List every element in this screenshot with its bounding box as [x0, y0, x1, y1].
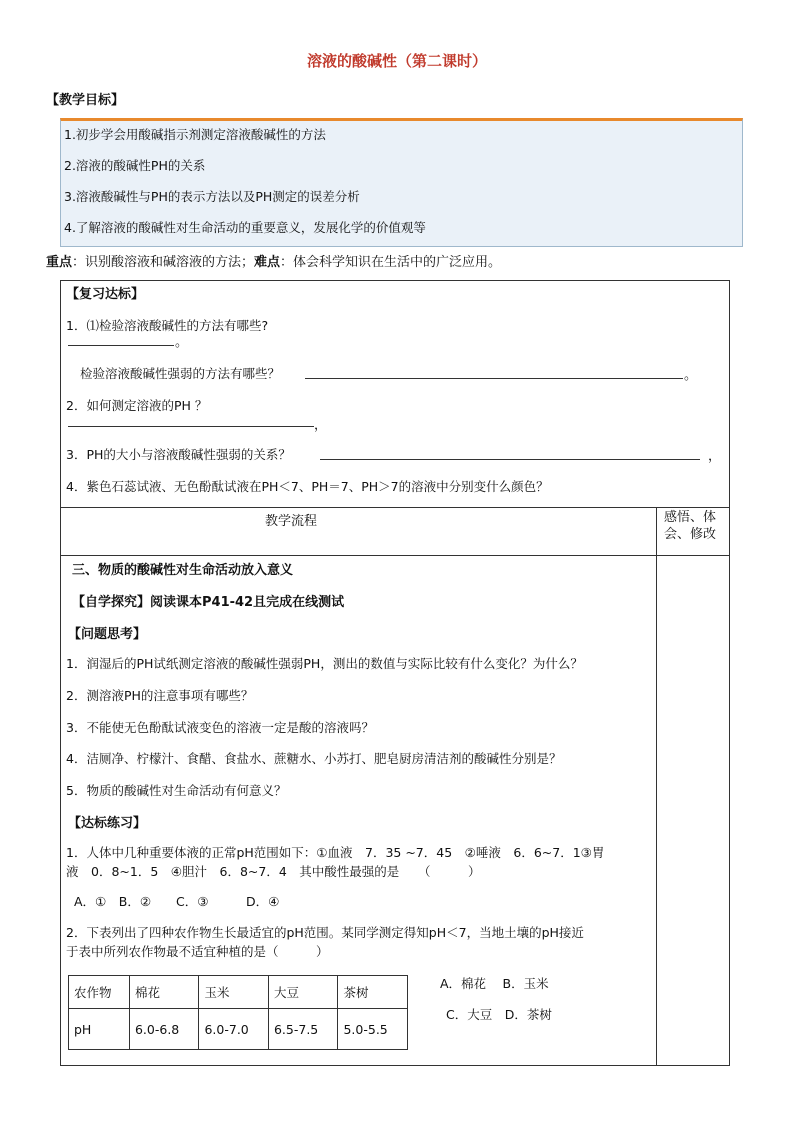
difficulty-label: 难点	[254, 255, 281, 270]
column-divider	[656, 507, 657, 1066]
goal-item: 3.溶液酸碱性与PH的表示方法以及PH测定的误差分析	[64, 189, 360, 204]
think-question: 4．洁厕净、柠檬汁、食醋、食盐水、蔗糖水、小苏打、肥皂厨房清洁剂的酸碱性分别是？	[66, 751, 562, 766]
review-question-2: 2．如何测定溶液的PH ？	[66, 398, 208, 413]
punctuation: ，	[314, 418, 328, 433]
row-divider	[60, 507, 730, 508]
table-cell: 5.0-5.5	[338, 1009, 408, 1050]
table-cell: 棉花	[129, 976, 199, 1009]
practice-1-line1: 1．人体中几种重要体液的正常pH范围如下：①血液 7．35 ~7．45 ②唾液 6．6~7．1③胃	[66, 845, 605, 860]
think-question: 1．润湿后的PH试纸测定溶液的酸碱性强弱PH，测出的数值与实际比较有什么变化？为什么？	[66, 656, 583, 671]
review-question-1: 1．⑴检验溶液酸碱性的方法有哪些?	[66, 318, 269, 333]
punctuation: ，	[708, 449, 722, 464]
goal-item: 4.了解溶液的酸碱性对生命活动的重要意义，发展化学的价值观等	[64, 220, 426, 235]
practice-2-options-1: A．棉花 B．玉米	[440, 976, 549, 991]
key-point-label: 重点	[46, 255, 73, 270]
think-question: 3．不能使无色酚酞试液变色的溶液一定是酸的溶液吗？	[66, 720, 374, 735]
practice-2-line2: 于表中所列农作物最不适宜种植的是（ ）	[66, 944, 329, 959]
table-cell: 6.0-6.8	[129, 1009, 199, 1050]
answer-blank	[68, 345, 174, 346]
punctuation: 。	[684, 368, 698, 383]
practice-2-line1: 2．下表列出了四种农作物生长最适宜的pH范围。某同学测定得知pH＜7，当地土壤的pH接近	[66, 925, 584, 940]
practice-1-options: A．① B．② C．③ D．④	[74, 894, 280, 909]
table-cell: 农作物	[69, 976, 130, 1009]
table-cell: 茶树	[338, 976, 408, 1009]
table-row	[69, 976, 408, 1009]
goal-item: 2.溶液的酸碱性PH的关系	[64, 158, 206, 173]
review-heading: 【复习达标】	[66, 287, 145, 302]
practice-1-line2: 液 0．8~1．5 ④胆汁 6．8~7．4 其中酸性最强的是 （ ）	[66, 864, 481, 879]
goal-item: 1.初步学会用酸碱指示剂测定溶液酸碱性的方法	[64, 127, 326, 142]
key-points	[46, 251, 501, 270]
difficulty-text: ：体会科学知识在生活中的广泛应用。	[280, 255, 502, 270]
review-question-3: 3．PH的大小与溶液酸碱性强弱的关系？	[66, 447, 291, 462]
think-question: 5．物质的酸碱性对生命活动有何意义？	[66, 783, 287, 798]
think-heading: 【问题思考】	[68, 627, 147, 642]
practice-heading: 【达标练习】	[68, 816, 147, 831]
row-divider	[60, 555, 730, 556]
answer-blank	[305, 378, 683, 379]
practice-2-options-2: C．大豆 D．茶树	[446, 1007, 552, 1022]
flow-header: 教学流程	[265, 514, 318, 529]
table-cell: 6.5-7.5	[268, 1009, 338, 1050]
review-question-4: 4．紫色石蕊试液、无色酚酞试液在PH＜7、PH＝7、PH＞7的溶液中分别变什么颜色？	[66, 479, 549, 494]
review-question-1b: 检验溶液酸碱性强弱的方法有哪些？	[80, 366, 281, 381]
table-cell: 6.0-7.0	[199, 1009, 269, 1050]
goals-heading: 【教学目标】	[46, 93, 125, 108]
answer-blank	[320, 459, 700, 460]
page-title: 溶液的酸碱性（第二课时）	[306, 52, 487, 70]
table-cell: 玉米	[199, 976, 269, 1009]
table-cell: 大豆	[268, 976, 338, 1009]
side-header: 感悟、体会、修改	[664, 510, 717, 542]
table-row	[69, 1009, 408, 1050]
think-question: 2．测溶液PH的注意事项有哪些？	[66, 688, 254, 703]
section-title: 三、物质的酸碱性对生命活动放入意义	[72, 563, 294, 578]
explore-heading: 【自学探究】阅读课本P41-42且完成在线测试	[72, 595, 345, 610]
table-cell: pH	[69, 1009, 130, 1050]
crop-ph-table	[68, 975, 408, 1050]
answer-blank	[68, 426, 314, 427]
key-point-text: ：识别酸溶液和碱溶液的方法；	[72, 255, 255, 270]
punctuation: 。	[175, 335, 189, 350]
